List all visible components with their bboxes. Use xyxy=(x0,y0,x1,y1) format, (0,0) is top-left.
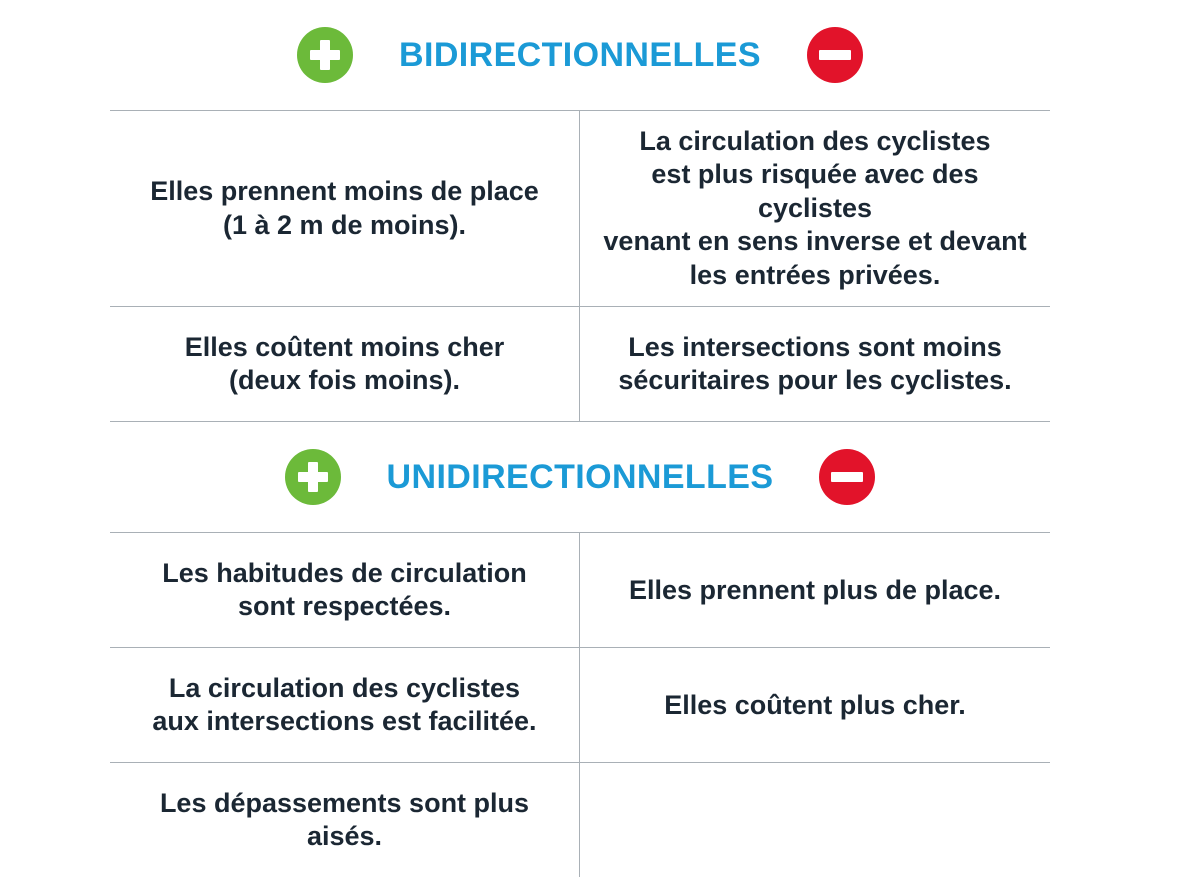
pro-cell: Elles prennent moins de place (1 à 2 m de moins). xyxy=(110,111,580,306)
con-cell: Elles prennent plus de place. xyxy=(628,574,1002,605)
table-row xyxy=(110,762,1050,877)
minus-circle-icon xyxy=(819,449,875,505)
pro-cell: Elles coûtent moins cher (deux fois moins). xyxy=(110,307,580,421)
plus-circle-icon xyxy=(297,27,353,83)
pro-cell: Les dépassements sont plus aisés. xyxy=(110,763,580,877)
con-cell: Elles coûtent plus cher. xyxy=(664,689,966,720)
con-cell: Les intersections sont moins sécuritaires pour les cyclistes. xyxy=(618,331,1012,396)
section-header-unidirectionnelles xyxy=(110,422,1050,532)
table-row xyxy=(110,306,1050,422)
section-header-bidirectionnelles xyxy=(110,0,1050,110)
table-row xyxy=(110,647,1050,762)
section-grid-unidirectionnelles xyxy=(110,532,1050,877)
section-title: BIDIRECTIONNELLES xyxy=(399,35,761,74)
table-row xyxy=(110,110,1050,306)
section-title: UNIDIRECTIONNELLES xyxy=(386,457,774,496)
minus-circle-icon xyxy=(807,27,863,83)
section-grid-bidirectionnelles xyxy=(110,110,1050,422)
pro-cell: Les habitudes de circulation sont respectées. xyxy=(110,533,580,647)
con-cell: La circulation des cyclistes est plus risquée avec des cyclistes venant en sens inverse et devant les entrées privées. xyxy=(603,126,1027,290)
plus-circle-icon xyxy=(285,449,341,505)
con-cell xyxy=(580,763,1050,877)
pro-cell: La circulation des cyclistes aux intersections est facilitée. xyxy=(110,648,580,762)
table-row xyxy=(110,532,1050,647)
